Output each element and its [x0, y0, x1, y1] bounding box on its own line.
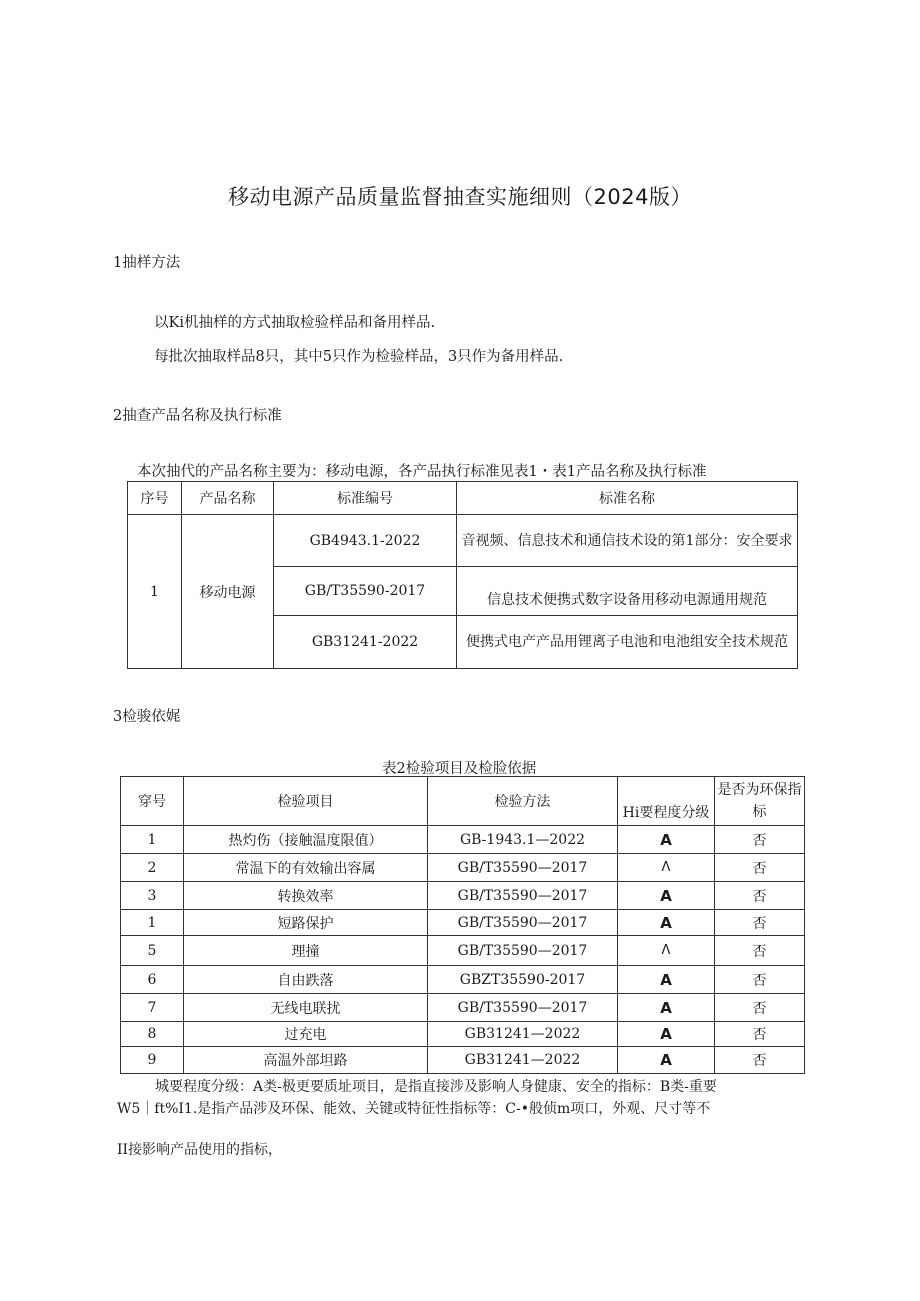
cell-eco: 否 [715, 854, 805, 882]
cell-grade: A [618, 882, 715, 910]
cell-method: GB/T35590—2017 [428, 994, 618, 1022]
cell-item: 自由跌落 [184, 966, 428, 994]
table-row [121, 966, 805, 994]
cell-no: 6 [121, 966, 184, 994]
cell-std-name: 音视频、信息技术和通信技术设的第1部分：安全要求 [457, 515, 798, 567]
cell-no: 7 [121, 994, 184, 1022]
table-row [121, 994, 805, 1022]
cell-grade: A [618, 994, 715, 1022]
cell-item: 理撞 [184, 936, 428, 966]
section1-para2: 每批次抽取样品8只，其中5只作为检验样品，3只作为备用样品. [154, 349, 564, 365]
cell-grade: Λ [618, 854, 715, 882]
cell-code: GB4943.1-2022 [274, 515, 457, 567]
cell-grade: A [618, 1022, 715, 1047]
cell-std-name: 信息技术便携式数字设备用移动电源通用规范 [457, 567, 798, 616]
cell-method: GB31241—2022 [428, 1022, 618, 1047]
cell-no: 3 [121, 882, 184, 910]
cell-grade: A [618, 1047, 715, 1074]
cell-grade: A [618, 966, 715, 994]
header-seq: 序号 [128, 482, 182, 515]
note-line-3: II接影响产品使用的指标， [117, 1142, 283, 1158]
cell-no: 2 [121, 854, 184, 882]
page-title: 移动电源产品质量监督抽查实施细则（2024版） [228, 185, 692, 209]
cell-no: 9 [121, 1047, 184, 1074]
cell-item: 过充电 [184, 1022, 428, 1047]
cell-eco: 否 [715, 936, 805, 966]
cell-item: 转换效率 [184, 882, 428, 910]
cell-code: GB/T35590-2017 [274, 567, 457, 616]
cell-grade: A [618, 910, 715, 936]
cell-eco: 否 [715, 1022, 805, 1047]
header-no: 穿号 [121, 777, 184, 826]
table2-caption: 表2检验项目及检脸依据 [382, 761, 537, 777]
cell-no: 8 [121, 1022, 184, 1047]
section3-heading: 3检骏依娓 [113, 709, 181, 725]
table-row [128, 515, 798, 567]
cell-method: GB-1943.1—2022 [428, 826, 618, 854]
cell-method: GBZT35590-2017 [428, 966, 618, 994]
standards-table [127, 481, 798, 669]
cell-method: GB/T35590—2017 [428, 854, 618, 882]
note-line-2: W5｜ft%I1.是指产品涉及环保、能效、关键或特征性指标等：C-•般侦m项口，外观、尺寸等不 [117, 1101, 711, 1117]
table-row [121, 854, 805, 882]
table-header-row [121, 777, 805, 826]
cell-eco: 否 [715, 966, 805, 994]
section2-heading: 2抽查产品名称及执行标准 [113, 408, 282, 424]
table-row [121, 910, 805, 936]
cell-item: 无线电联扰 [184, 994, 428, 1022]
inspection-table [120, 776, 805, 1074]
cell-eco: 否 [715, 826, 805, 854]
cell-method: GB/T35590—2017 [428, 882, 618, 910]
header-product: 产品名称 [182, 482, 274, 515]
cell-no: 1 [121, 910, 184, 936]
section1-para1: 以Ki机抽样的方式抽取检验样品和备用样品. [154, 315, 436, 331]
cell-seq: 1 [128, 515, 182, 669]
cell-product: 移动电源 [182, 515, 274, 669]
header-grade: Hi要程度分级 [618, 777, 715, 826]
header-code: 标准编号 [274, 482, 457, 515]
cell-eco: 否 [715, 1047, 805, 1074]
table-row [121, 936, 805, 966]
table-row [121, 882, 805, 910]
cell-std-name: 便携式电产产品用锂离子电池和电池组安全技术规范 [457, 616, 798, 669]
cell-eco: 否 [715, 910, 805, 936]
header-eco: 是否为环保指标 [715, 777, 805, 826]
section1-heading: 1抽样方法 [113, 255, 181, 271]
cell-code: GB31241-2022 [274, 616, 457, 669]
cell-item: 高温外部坦路 [184, 1047, 428, 1074]
cell-eco: 否 [715, 994, 805, 1022]
cell-no: 1 [121, 826, 184, 854]
cell-item: 短路保护 [184, 910, 428, 936]
cell-method: GB31241—2022 [428, 1047, 618, 1074]
table-row [121, 826, 805, 854]
cell-method: GB/T35590—2017 [428, 936, 618, 966]
header-method: 检验方法 [428, 777, 618, 826]
table-row [121, 1047, 805, 1074]
header-item: 检验项目 [184, 777, 428, 826]
cell-grade: A [618, 826, 715, 854]
cell-eco: 否 [715, 882, 805, 910]
table-row [121, 1022, 805, 1047]
header-std-name: 标准名称 [457, 482, 798, 515]
cell-grade: Λ [618, 936, 715, 966]
cell-item: 热灼伤（接触温度限值） [184, 826, 428, 854]
cell-method: GB/T35590—2017 [428, 910, 618, 936]
table-header-row [128, 482, 798, 515]
note-line-1: 城要程度分级：A类-极更要质址项目，是指直接涉及影响人身健康、安全的指标：B类-重要 [155, 1079, 717, 1095]
table1-intro: 本次抽代的产品名称主要为：移动电源，各产品执行标准见表1・表1产品名称及执行标准 [137, 464, 707, 480]
cell-no: 5 [121, 936, 184, 966]
cell-item: 常温下的有效输出容属 [184, 854, 428, 882]
